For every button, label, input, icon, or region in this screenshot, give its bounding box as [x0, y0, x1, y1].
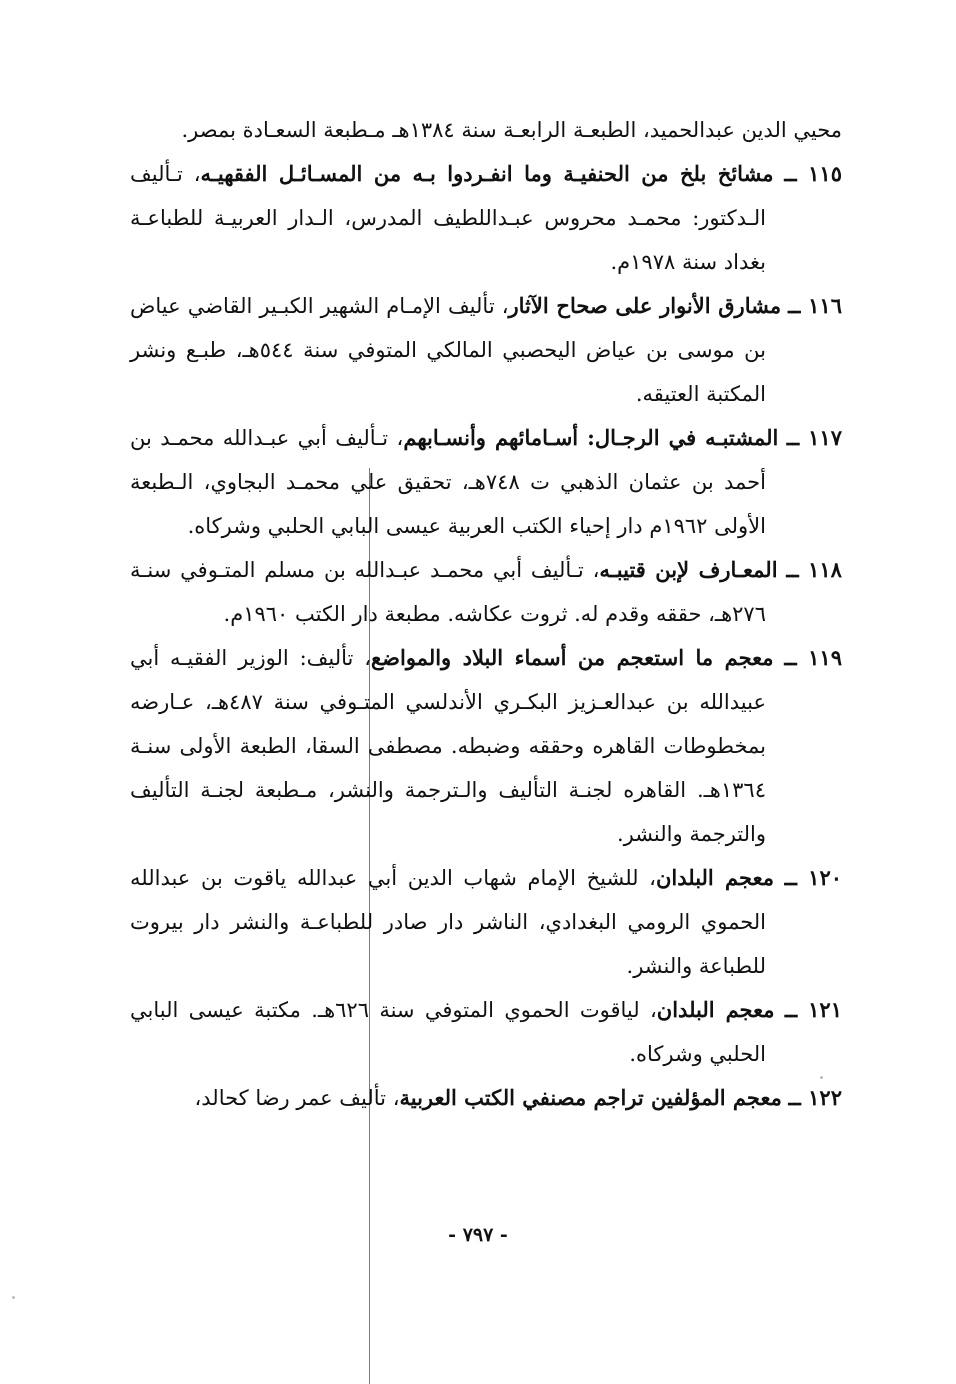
entry-number: ١٢٠ ــ	[784, 865, 843, 890]
bibliography-entry-118	[130, 548, 842, 636]
entry-number: ١١٧ ــ	[786, 425, 842, 450]
entry-title: معجم البلدان	[656, 997, 775, 1022]
entry-text: ، للشيخ الإمام شهاب الدين أبي عبدالله ياقوت بن عبدالله الحموي الرومي البغدادي، الناشر دار صادر للطباعـة والنشر دار بيروت للطباعة والنشر.	[130, 866, 766, 978]
entry-number: ١١٩ ــ	[784, 645, 842, 670]
scan-speck	[12, 1296, 15, 1299]
entry-text: ، تـأليف أبي محمـد عبـدالله بن مسلم المتـوفي سنـة ٢٧٦هـ، حققه وقدم له. ثروت عكاشه. مطبعة دار الكتب ١٩٦٠م.	[130, 558, 766, 626]
entry-title: مشارق الأنوار على صحاح الآثار	[508, 293, 782, 318]
bibliography-entry-121	[130, 988, 842, 1076]
entry-title: المعـارف لإبن قتيبـه	[599, 557, 778, 582]
bibliography-entry-115	[130, 152, 842, 284]
bibliography-entry-122	[130, 1076, 842, 1120]
entry-number: ١٢١ ــ	[784, 997, 842, 1022]
entry-text: ، تـأليف أبي عبـدالله محمـد بن أحمد بن عثمان الذهبي ت ٧٤٨هـ، تحقيق علي محمـد البجاوي، الـطبعة الأولى ١٩٦٢م دار إحياء الكتب العربية عيسى البابي الحلبي وشركاه.	[130, 426, 766, 538]
entry-text: ، تأليف: الوزير الفقيـه أبي عبيدالله بن عبدالعـزيز البكـري الأندلسي المتـوفي سنة ٤٨٧هـ، عـارضه بمخطوطات القاهره وحققه وضبطه. مصطفى السقا، الطبعة الأولى سنـة ١٣٦٤هـ. القاهره لجنـة التأليف والـترجمة والنشر، مـطبعة لجنـة التأليف والترجمة والنشر.	[130, 646, 766, 846]
entry-text: ، تأليف عمر رضا كحالد،	[194, 1086, 400, 1110]
entry-title: المشتبـه في الرجـال: أسـامائهم وأنسـابهم	[403, 425, 779, 450]
entry-number: ١١٨ ــ	[786, 557, 842, 582]
page-number: - ٧٩٧ -	[448, 1224, 508, 1246]
entry-text: محيي الدين عبدالحميد، الطبعـة الرابعـة سنة ١٣٨٤هـ مـطبعة السعـادة بمصر.	[181, 118, 842, 142]
entry-text: ، تأليف الإمـام الشهير الكبـير القاضي عياض بن موسى بن عياض اليحصبي المالكي المتوفي سنة ٥٤٤هـ، طبـع ونشر المكتبة العتيقه.	[130, 294, 766, 406]
entry-number: ١٢٢ ــ	[788, 1085, 842, 1110]
bibliography-entry-120	[130, 856, 842, 988]
entry-number: ١١٥ ــ	[784, 161, 842, 186]
entry-title: معجم المؤلفين تراجم مصنفي الكتب العربية	[399, 1085, 782, 1110]
bibliography-entry-119	[130, 636, 842, 856]
entry-title: مشائخ بلخ من الحنفيـة وما انفـردوا بـه من المسـائـل الفقهيـه	[200, 161, 774, 186]
entry-number: ١١٦ ــ	[788, 293, 842, 318]
bibliography-entry-continuation	[130, 108, 842, 152]
scan-speck	[820, 1076, 823, 1079]
entry-text: ، لياقوت الحموي المتوفي سنة ٦٢٦هـ. مكتبة عيسى البابي الحلبي وشركاه.	[130, 998, 766, 1066]
entry-title: معجم البلدان	[655, 865, 774, 890]
bibliography-list	[130, 108, 842, 1120]
bibliography-entry-116	[130, 284, 842, 416]
entry-title: معجم ما استعجم من أسماء البلاد والمواضع	[370, 645, 774, 670]
bibliography-entry-117	[130, 416, 842, 548]
entry-text: ، تـأليف الـدكتور: محمـد محروس عبـداللطيف المدرس، الـدار العربيـة للطباعـة بغداد سنة ١٩٧٨م.	[130, 162, 766, 274]
